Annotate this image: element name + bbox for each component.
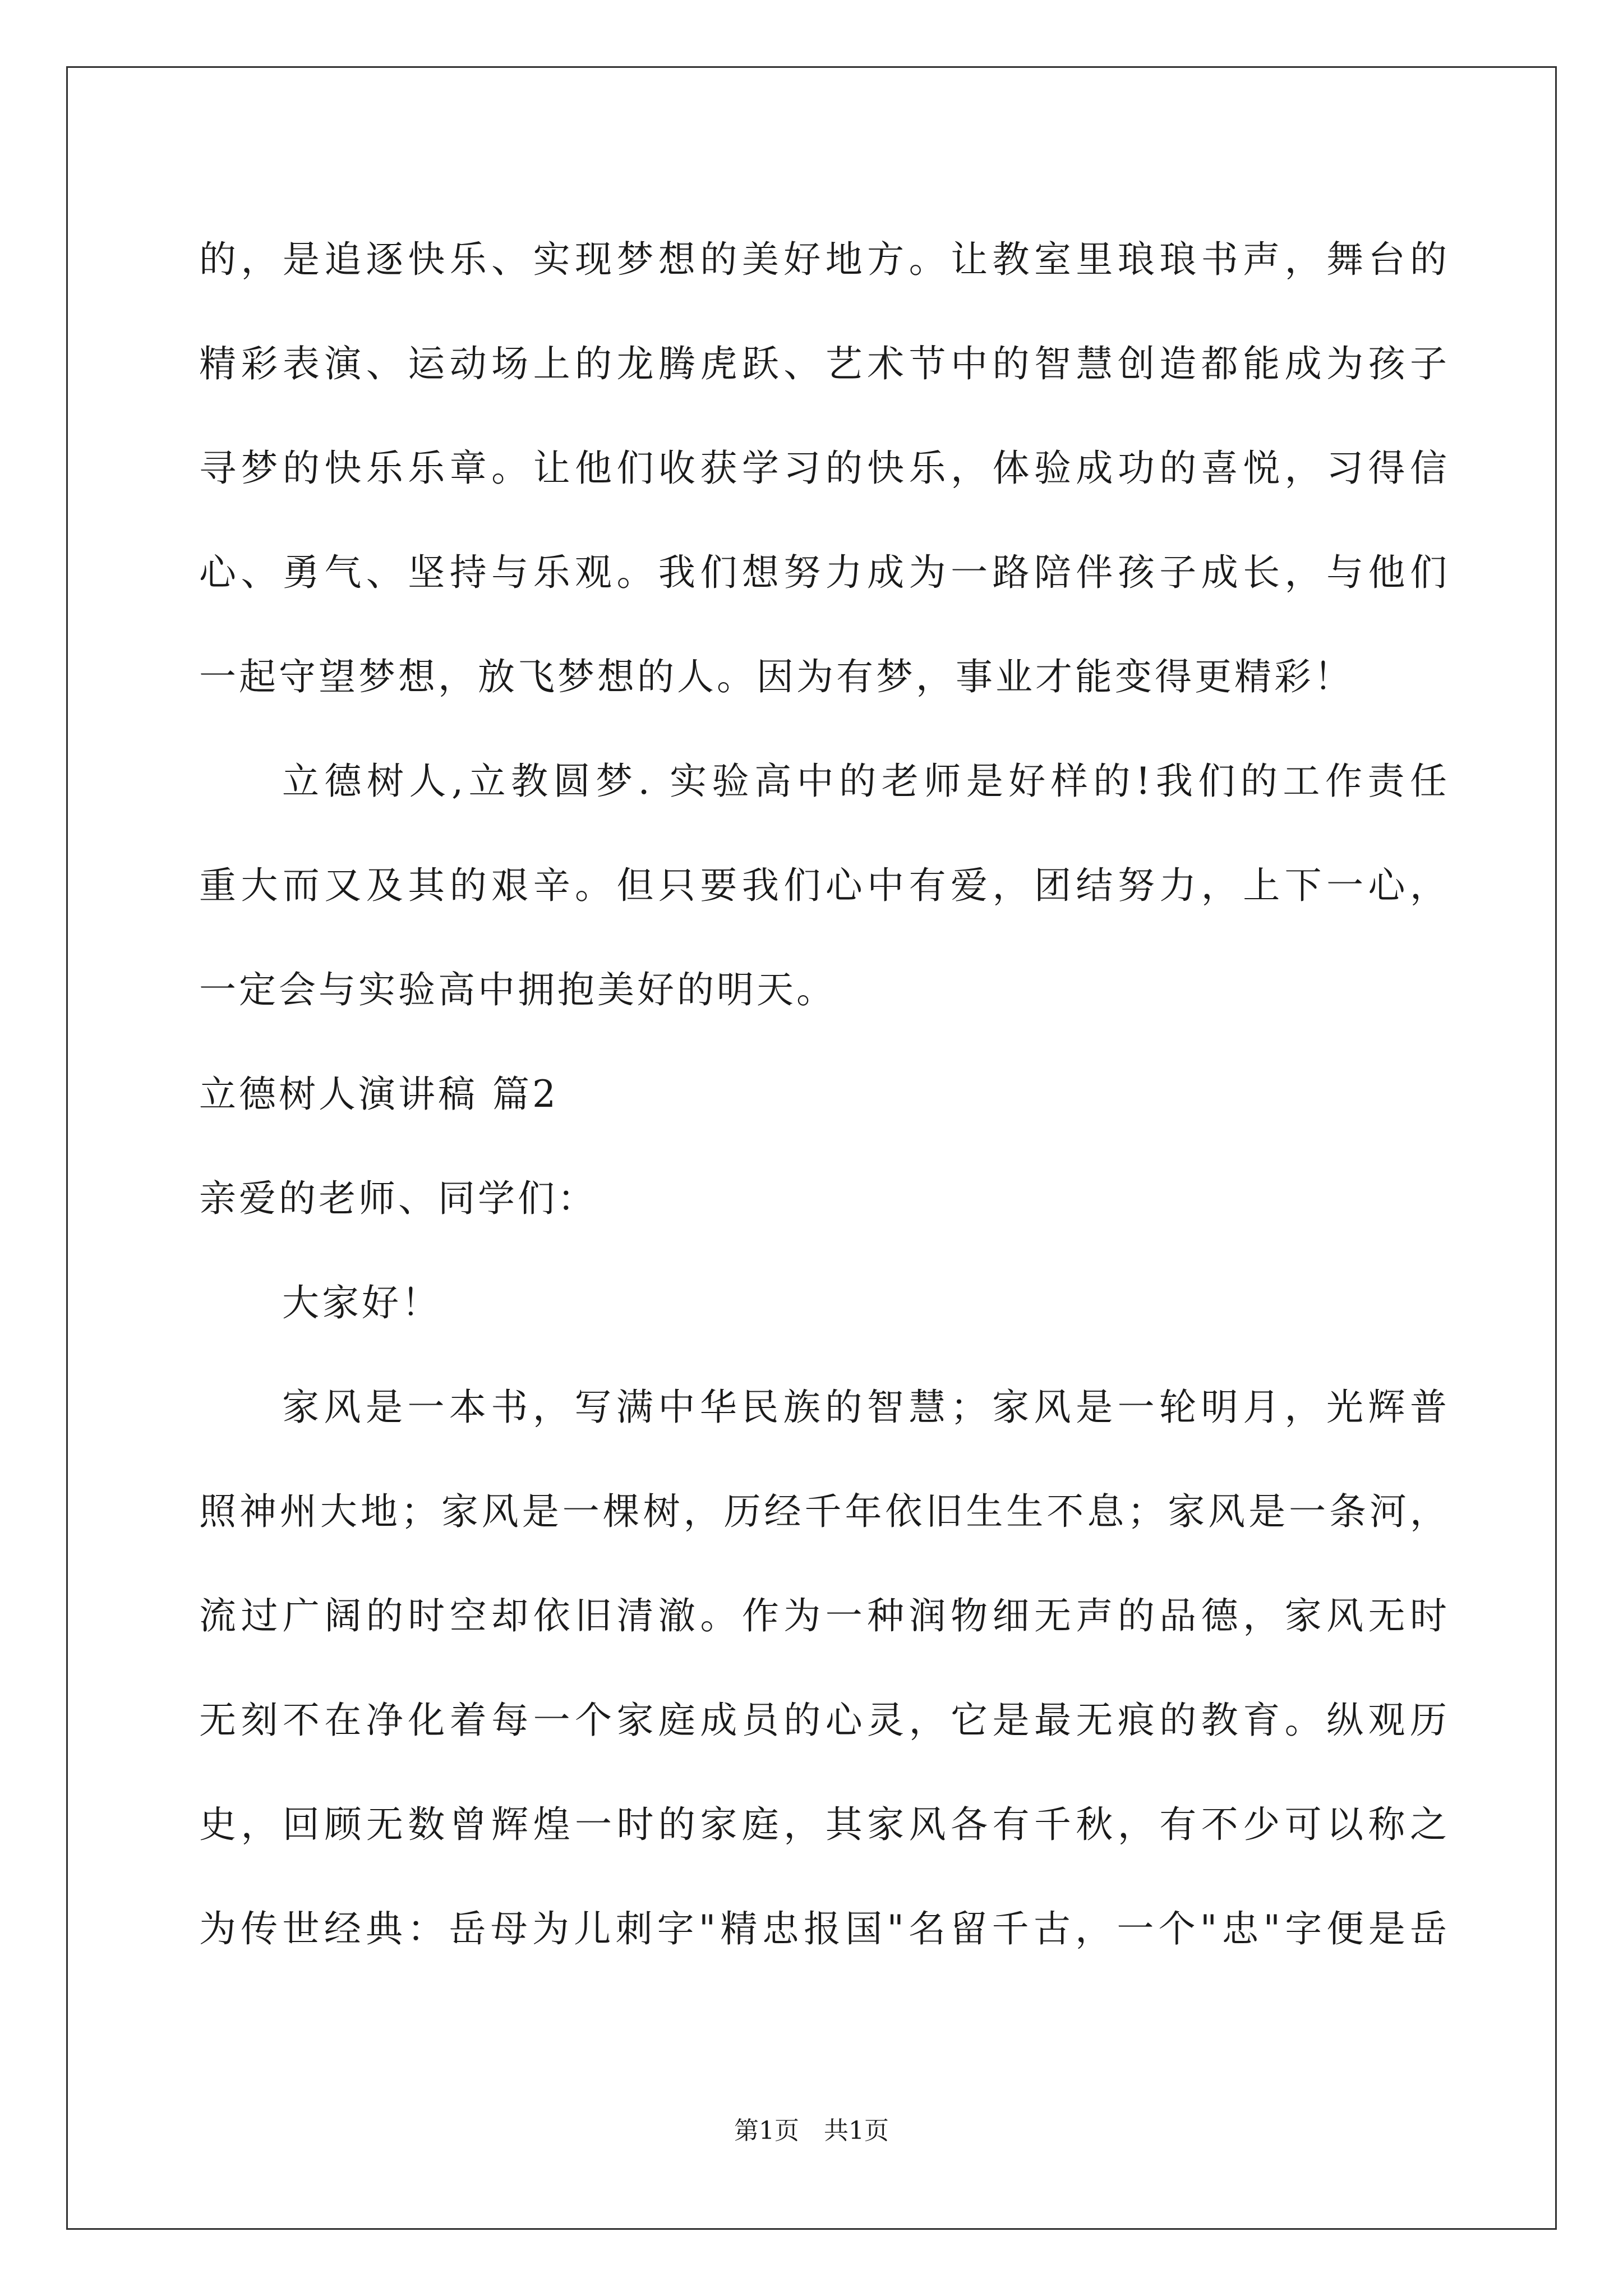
text-line: 寻梦的快乐乐章。让他们收获学习的快乐，体验成功的喜悦，习得信 xyxy=(199,447,1450,490)
salutation: 亲爱的老师、同学们： xyxy=(199,1177,597,1220)
text-line: 重大而又及其的艰辛。但只要我们心中有爱，团结努力，上下一心， xyxy=(199,864,1450,907)
text-line: 为传世经典：岳母为儿刺字"精忠报国"名留千古，一个"忠"字便是岳 xyxy=(199,1907,1450,1950)
section-heading: 立德树人演讲稿 篇2 xyxy=(199,1073,559,1116)
text-line: 照神州大地；家风是一棵树，历经千年依旧生生不息；家风是一条河， xyxy=(199,1490,1450,1533)
text-line: 家风是一本书，写满中华民族的智慧；家风是一轮明月，光辉普 xyxy=(282,1386,1450,1429)
text-line: 立德树人,立教圆梦. 实验高中的老师是好样的!我们的工作责任 xyxy=(282,760,1450,803)
text-line: 史，回顾无数曾辉煌一时的家庭，其家风各有千秋，有不少可以称之 xyxy=(199,1803,1450,1846)
greeting: 大家好！ xyxy=(282,1281,441,1324)
text-line: 流过广阔的时空却依旧清澈。作为一种润物细无声的品德，家风无时 xyxy=(199,1594,1450,1637)
text-line: 一定会与实验高中拥抱美好的明天。 xyxy=(199,968,836,1011)
text-line: 无刻不在净化着每一个家庭成员的心灵，它是最无痕的教育。纵观历 xyxy=(199,1699,1450,1742)
page-number: 第1页 共1页 xyxy=(734,2116,889,2145)
text-line: 精彩表演、运动场上的龙腾虎跃、艺术节中的智慧创造都能成为孩子 xyxy=(199,342,1450,385)
document-body xyxy=(199,208,1450,1981)
text-line: 心、勇气、坚持与乐观。我们想努力成为一路陪伴孩子成长，与他们 xyxy=(199,551,1450,594)
text-line: 的，是追逐快乐、实现梦想的美好地方。让教室里琅琅书声，舞台的 xyxy=(199,238,1450,281)
text-line: 一起守望梦想，放飞梦想的人。因为有梦，事业才能变得更精彩！ xyxy=(199,655,1354,698)
